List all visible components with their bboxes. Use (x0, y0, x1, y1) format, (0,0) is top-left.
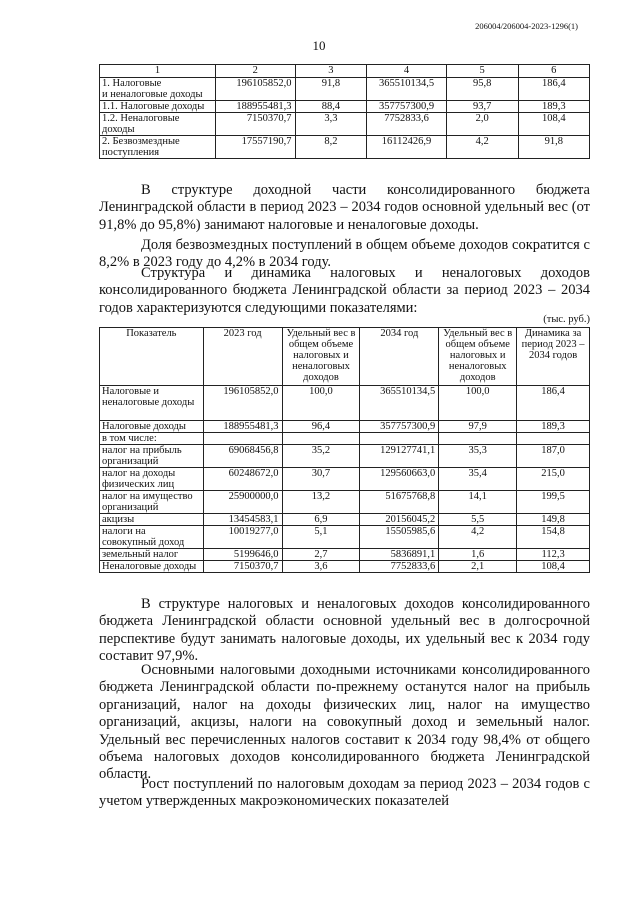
cell: 60248672,0 (203, 468, 282, 491)
cell: 35,3 (439, 445, 517, 468)
column-number: 2 (215, 65, 295, 78)
cell: 97,9 (439, 421, 517, 433)
row-label: 1.1. Налоговые доходы (100, 101, 216, 113)
cell (517, 433, 590, 445)
table-row (100, 78, 590, 101)
cell: 189,3 (518, 101, 590, 113)
cell: 189,3 (517, 421, 590, 433)
cell: 16112426,9 (367, 136, 447, 159)
table-row (100, 421, 590, 433)
cell: 8,2 (295, 136, 367, 159)
column-number: 3 (295, 65, 367, 78)
cell: 3,3 (295, 113, 367, 136)
cell (282, 433, 360, 445)
tax-revenue-table (99, 327, 590, 573)
row-label: акцизы (100, 514, 204, 526)
cell: 5199646,0 (203, 549, 282, 561)
cell: 2,1 (439, 561, 517, 573)
column-number: 1 (100, 65, 216, 78)
cell: 187,0 (517, 445, 590, 468)
cell: 5,5 (439, 514, 517, 526)
paragraph: В структуре доходной части консолидированного бюджета Ленинградской области в период 2023 – 2034 годов основной удельный вес (от 91,8% до 95,8%) занимают налоговые и неналоговые доходы. (99, 182, 590, 233)
cell: 14,1 (439, 491, 517, 514)
cell: 20156045,2 (360, 514, 439, 526)
cell: 5,1 (282, 526, 360, 549)
cell: 186,4 (518, 78, 590, 101)
cell: 17557190,7 (215, 136, 295, 159)
column-header: Удельный вес в общем объеме налоговых и неналоговых доходов (282, 328, 360, 386)
cell: 1,6 (439, 549, 517, 561)
cell: 6,9 (282, 514, 360, 526)
row-label: Неналоговые доходы (100, 561, 204, 573)
cell: 7752833,6 (367, 113, 447, 136)
column-header: Удельный вес в общем объеме налоговых и неналоговых доходов (439, 328, 517, 386)
cell: 91,8 (295, 78, 367, 101)
document-id: 206004/206004-2023-1296(1) (475, 21, 578, 31)
cell: 88,4 (295, 101, 367, 113)
cell: 7150370,7 (203, 561, 282, 573)
row-label: налог на доходы физических лиц (100, 468, 204, 491)
unit-label: (тыс. руб.) (543, 314, 590, 325)
cell: 186,4 (517, 386, 590, 421)
cell: 51675768,8 (360, 491, 439, 514)
row-label: 2. Безвозмездные поступления (100, 136, 216, 159)
row-label: налог на прибыль организаций (100, 445, 204, 468)
row-label: земельный налог (100, 549, 204, 561)
cell: 35,2 (282, 445, 360, 468)
cell: 188955481,3 (215, 101, 295, 113)
page-number: 10 (312, 38, 326, 53)
cell (360, 433, 439, 445)
cell: 149,8 (517, 514, 590, 526)
column-header: Динамика за период 2023 – 2034 годов (517, 328, 590, 386)
cell: 35,4 (439, 468, 517, 491)
cell: 93,7 (446, 101, 518, 113)
cell: 2,0 (446, 113, 518, 136)
paragraph: Доля безвозмездных поступлений в общем объеме доходов сократится с 8,2% в 2023 году до 4,2% в 2034 году. (99, 237, 590, 271)
table-row (100, 561, 590, 573)
table-row (100, 113, 590, 136)
table-row (100, 514, 590, 526)
cell: 215,0 (517, 468, 590, 491)
table-row (100, 136, 590, 159)
column-number: 6 (518, 65, 590, 78)
table-row (100, 549, 590, 561)
cell: 4,2 (439, 526, 517, 549)
table-row (100, 491, 590, 514)
cell: 91,8 (518, 136, 590, 159)
cell: 10019277,0 (203, 526, 282, 549)
cell: 199,5 (517, 491, 590, 514)
row-label: налоги на совокупный доход (100, 526, 204, 549)
cell: 25900000,0 (203, 491, 282, 514)
cell: 95,8 (446, 78, 518, 101)
cell: 3,6 (282, 561, 360, 573)
column-header: Показатель (100, 328, 204, 386)
cell: 365510134,5 (360, 386, 439, 421)
cell: 7752833,6 (360, 561, 439, 573)
column-header: 2023 год (203, 328, 282, 386)
cell: 13454583,1 (203, 514, 282, 526)
cell: 15505985,6 (360, 526, 439, 549)
cell: 5836891,1 (360, 549, 439, 561)
cell: 100,0 (282, 386, 360, 421)
column-header: 2034 год (360, 328, 439, 386)
cell: 96,4 (282, 421, 360, 433)
row-label: 1.2. Неналоговые доходы (100, 113, 216, 136)
column-number: 5 (446, 65, 518, 78)
cell: 357757300,9 (360, 421, 439, 433)
cell: 154,8 (517, 526, 590, 549)
cell (439, 433, 517, 445)
cell: 188955481,3 (203, 421, 282, 433)
cell: 357757300,9 (367, 101, 447, 113)
row-label: 1. Налоговые и неналоговые доходы (100, 78, 216, 101)
cell: 129560663,0 (360, 468, 439, 491)
cell: 365510134,5 (367, 78, 447, 101)
row-label: Налоговые доходы (100, 421, 204, 433)
cell: 4,2 (446, 136, 518, 159)
cell: 100,0 (439, 386, 517, 421)
cell (203, 433, 282, 445)
cell: 112,3 (517, 549, 590, 561)
cell: 13,2 (282, 491, 360, 514)
cell: 108,4 (517, 561, 590, 573)
row-label: Налоговые и неналоговые доходы (100, 386, 204, 421)
paragraph: Структура и динамика налоговых и неналоговых доходов консолидированного бюджета Ленинградской области за период 2023 – 2034 годов характеризуются следующими показателями: (99, 265, 590, 316)
table-header-row (100, 328, 590, 386)
paragraph: Рост поступлений по налоговым доходам за период 2023 – 2034 годов с учетом утвержденных макроэкономических показателей (99, 776, 590, 810)
cell: 69068456,8 (203, 445, 282, 468)
table-header-row (100, 65, 590, 78)
summary-table (99, 64, 590, 159)
table-row (100, 433, 590, 445)
cell: 7150370,7 (215, 113, 295, 136)
paragraph: В структуре налоговых и неналоговых доходов консолидированного бюджета Ленинградской области основной удельный вес в долгосрочной перспективе будут занимать налоговые доходы, их удельный вес к 2034 году составит 97,9%. (99, 596, 590, 665)
paragraph: Основными налоговыми доходными источниками консолидированного бюджета Ленинградской области по-прежнему останутся налог на прибыль организаций, налог на доходы физических лиц, налог на имущество организаций, акцизы, налоги на совокупный доход и земельный налог. Удельный вес перечисленных налогов составит к 2034 году 98,4% от общего объема налоговых доходов консолидированного бюджета Ленинградской области. (99, 662, 590, 783)
table-row (100, 101, 590, 113)
table-row (100, 526, 590, 549)
table-row (100, 445, 590, 468)
cell: 196105852,0 (215, 78, 295, 101)
table-row (100, 468, 590, 491)
column-number: 4 (367, 65, 447, 78)
cell: 108,4 (518, 113, 590, 136)
cell: 2,7 (282, 549, 360, 561)
row-label: налог на имущество организаций (100, 491, 204, 514)
cell: 30,7 (282, 468, 360, 491)
row-label: в том числе: (100, 433, 204, 445)
cell: 129127741,1 (360, 445, 439, 468)
cell: 196105852,0 (203, 386, 282, 421)
table-row (100, 386, 590, 421)
